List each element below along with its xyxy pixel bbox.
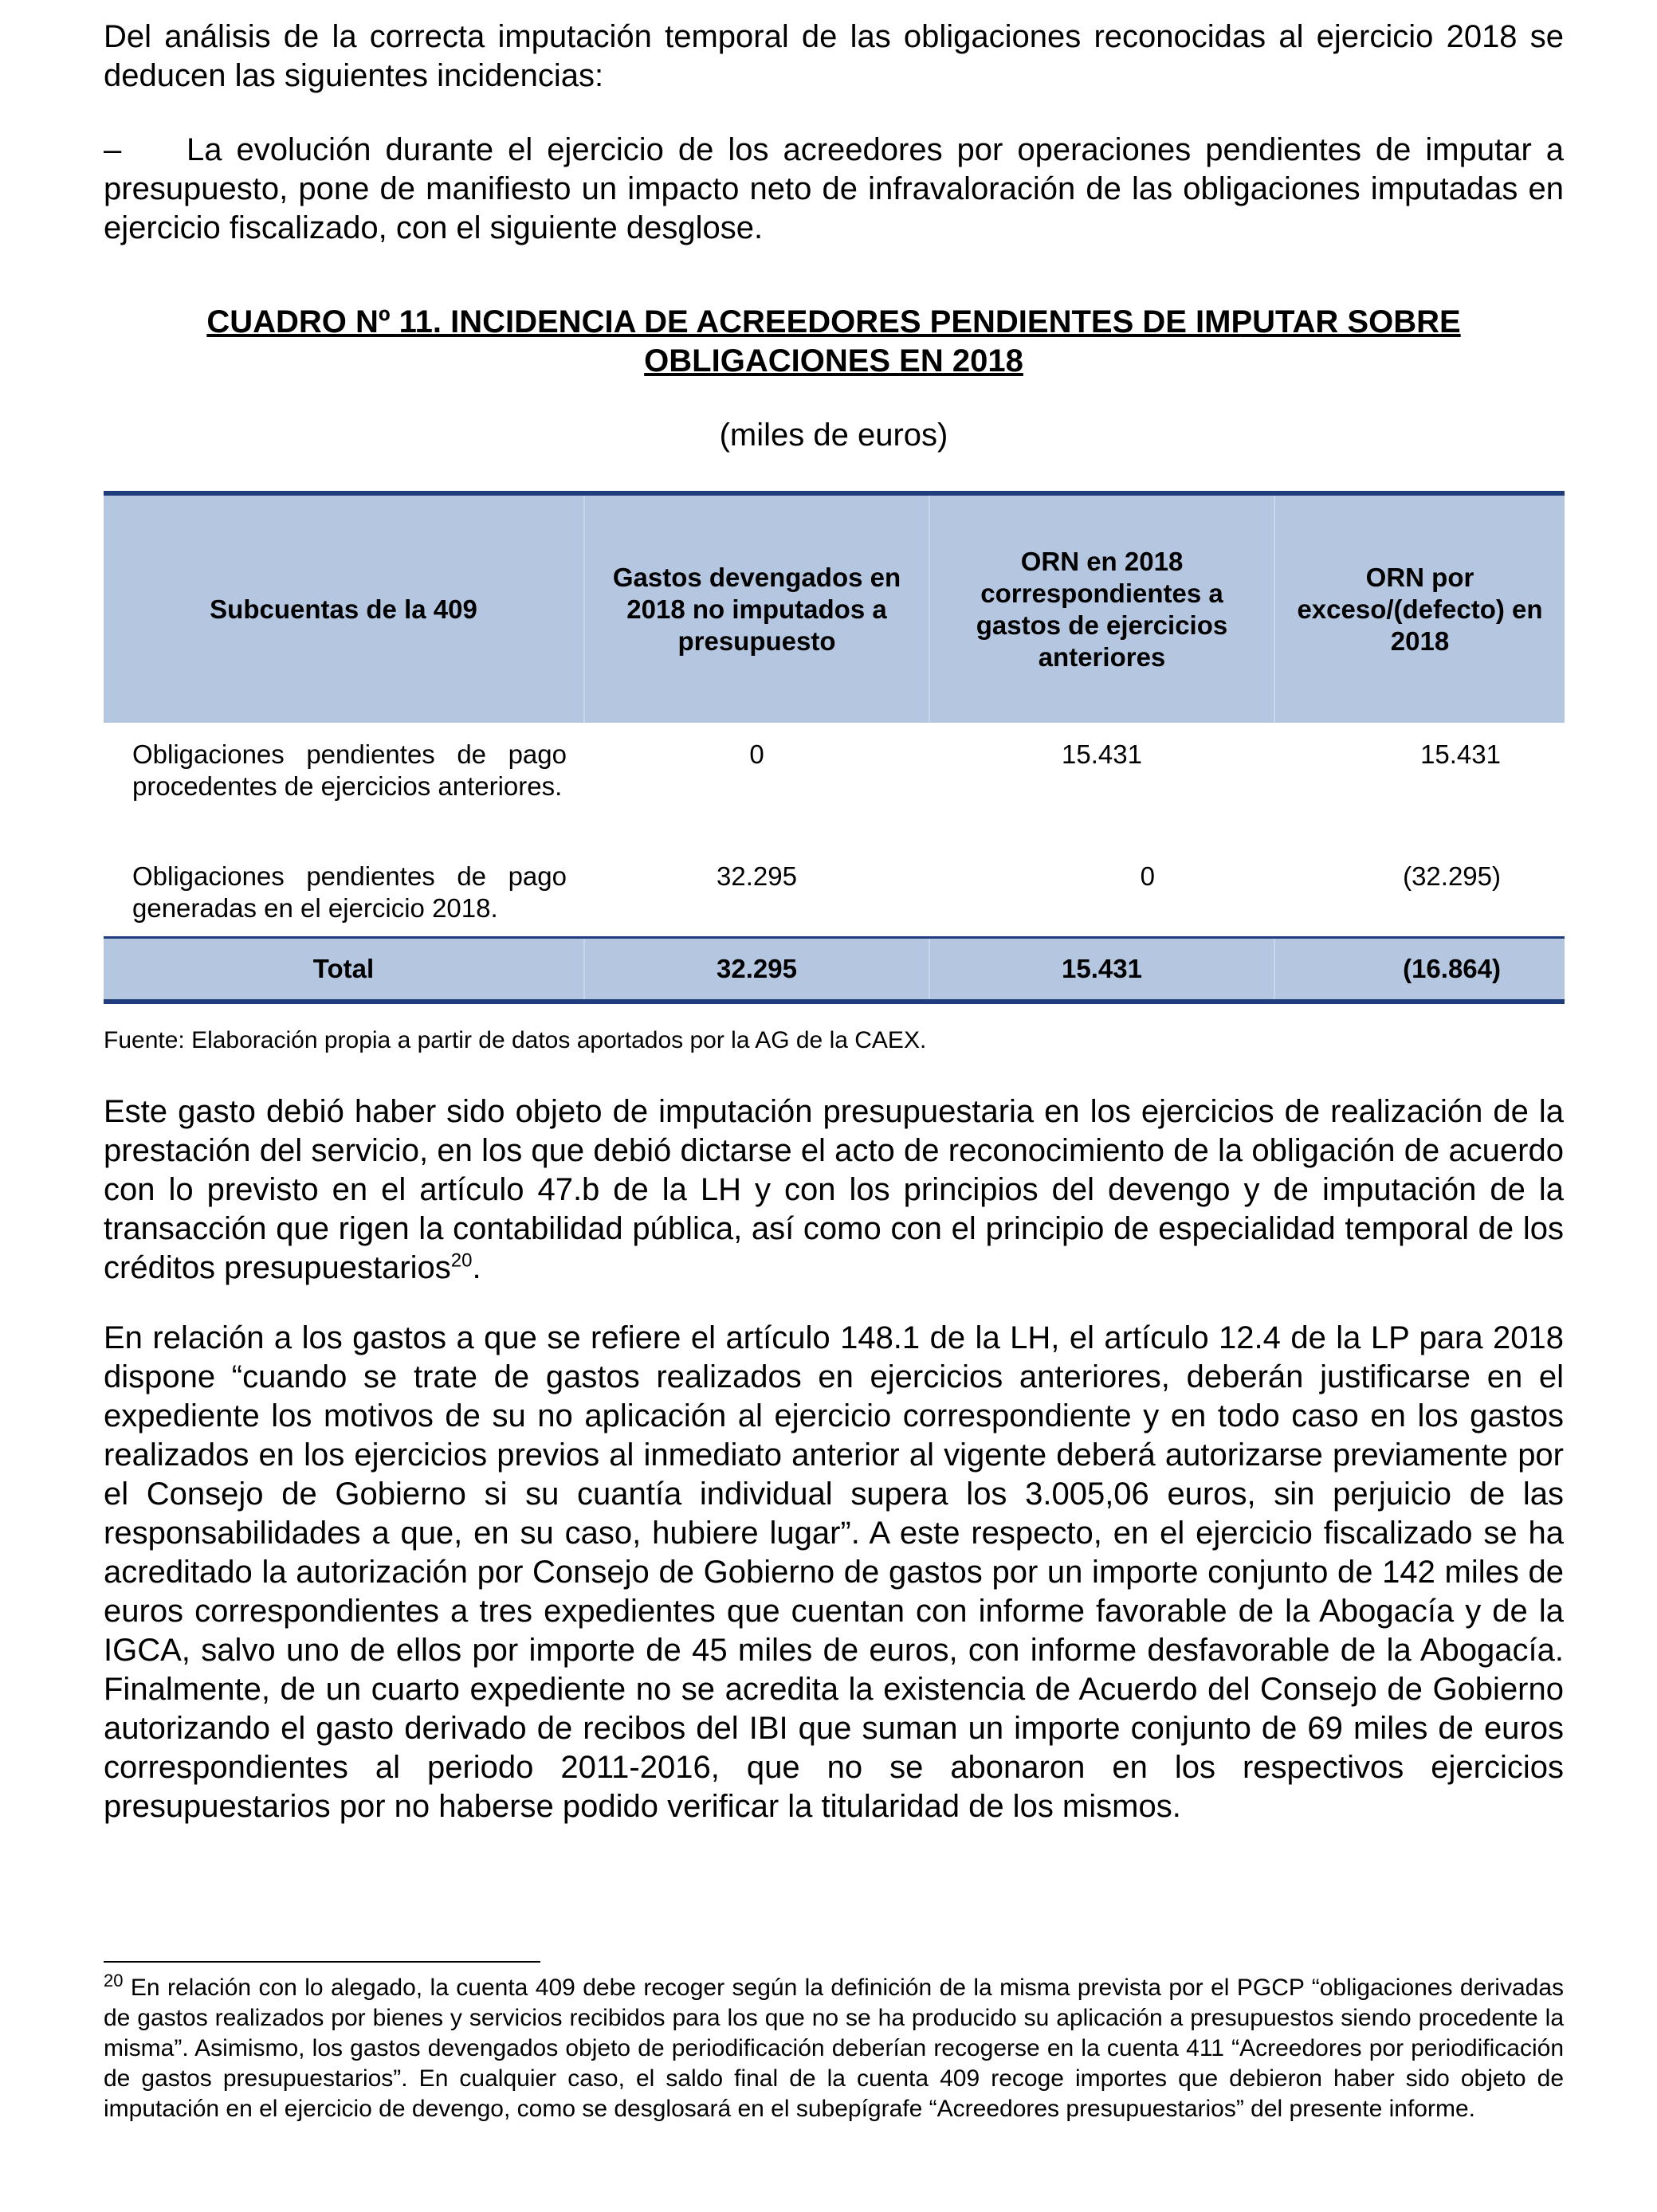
row-gastos: 0 [749,739,764,769]
table-source: Fuente: Elaboración propia a partir de datos aportados por la AG de la CAEX. [104,1027,927,1053]
footnote [104,1973,1564,2124]
paragraph-gasto [104,1092,1564,1288]
table-header-row [104,493,1565,723]
row-label: Obligaciones pendientes de pago procedentes de ejercicios anteriores. [132,739,567,801]
paragraph-gasto-end: . [472,1250,481,1285]
bullet-dash: – [104,132,122,167]
table-title [104,303,1564,381]
table-row [104,854,1565,938]
total-orn-exceso: (16.864) [1274,938,1565,1002]
paragraph-relacion: En relación a los gastos a que se refiere el artículo 148.1 de la LH, el artículo 12.4 de la LP para 2018 dispone “cuando se trate de gastos realizados en ejercicios anteriores, deberán justificarse en el expediente los motivos de su no aplicación al ejercicio correspondiente y en todo caso en los gastos realizados en los ejercicios previos al inmediato anterior al vigente deberá autorizarse previamente por el Consejo de Gobierno si su cuantía individual supera los 3.005,06 euros, sin perjuicio de las responsabilidades a que, en su caso, hubiere lugar”. A este respecto, en el ejercicio fiscalizado se ha acreditado la autorización por Consejo de Gobierno de gastos por un importe conjunto de 142 miles de euros correspondientes a tres expedientes que cuentan con informe favorable de la Abogacía y de la IGCA, salvo uno de ellos por importe de 45 miles de euros, con informe desfavorable de la Abogacía. Finalmente, de un cuarto expediente no se acredita la existencia de Acuerdo del Consejo de Gobierno autorizando el gasto derivado de recibos del IBI que suman un importe conjunto de 69 miles de euros correspondientes al periodo 2011-2016, que no se abonaron en los respectivos ejercicios presupuestarios por no haberse podido verificar la titularidad de los mismos. [104,1320,1564,1824]
intro-paragraph: Del análisis de la correcta imputación temporal de las obligaciones reconocidas al ejercicio 2018 se deducen las siguientes incidencias: [104,19,1564,93]
table-total-row [104,938,1565,1002]
table-units: (miles de euros) [719,418,948,453]
total-label: Total [104,938,584,1002]
header-gastos-devengados: Gastos devengados en 2018 no imputados a presupuesto [584,493,929,723]
row-orn-exceso: 15.431 [1420,739,1501,769]
footnote-number: 20 [104,1971,124,1990]
footnote-ref[interactable]: 20 [450,1249,473,1272]
total-orn-anteriores: 15.431 [929,938,1274,1002]
row-gastos: 32.295 [717,861,797,891]
header-orn-anteriores: ORN en 2018 correspondientes a gastos de ejercicios anteriores [929,493,1274,723]
table-row [104,723,1565,854]
row-orn-anteriores: 15.431 [1062,739,1142,769]
header-subcuentas: Subcuentas de la 409 [104,493,584,723]
table-title-line-2: OBLIGACIONES EN 2018 [644,343,1023,378]
total-gastos: 32.295 [584,938,929,1002]
incidencia-table [104,491,1565,1004]
bullet-item [104,131,1564,248]
row-label: Obligaciones pendientes de pago generadas en el ejercicio 2018. [132,861,567,923]
footnote-text: En relación con lo alegado, la cuenta 409 debe recoger según la definición de la misma prevista por el PGCP “obligaciones derivadas de gastos realizados por bienes y servicios recibidos para los que no se ha producido su aplicación a presupuestos siendo procedente la misma”. Asimismo, los gastos devengados objeto de periodificación deberían recogerse en la cuenta 411 “Acreedores por periodificación de gastos presupuestarios”. En cualquier caso, el saldo final de la cuenta 409 recoge importes que debieron haber sido objeto de imputación en el ejercicio de devengo, como se desglosará en el subepígrafe “Acreedores presupuestarios” del presente informe. [104,1975,1564,2122]
bullet-text: La evolución durante el ejercicio de los acreedores por operaciones pendientes de imputar a presupuesto, pone de manifiesto un impacto neto de infravaloración de las obligaciones imputadas en ejercicio fiscalizado, con el siguiente desglose. [104,132,1564,245]
paragraph-gasto-text: Este gasto debió haber sido objeto de imputación presupuestaria en los ejercicios de realización de la prestación del servicio, en los que debió dictarse el acto de reconocimiento de la obligación de acuerdo con lo previsto en el artículo 47.b de la LH y con los principios del devengo y de imputación de la transacción que rigen la contabilidad pública, así como con el principio de especialidad temporal de los créditos presupuestarios [104,1094,1564,1285]
header-orn-exceso: ORN por exceso/(defecto) en 2018 [1274,493,1565,723]
table-title-line-1: CUADRO Nº 11. INCIDENCIA DE ACREEDORES PENDIENTES DE IMPUTAR SOBRE [206,304,1461,339]
row-orn-anteriores: 0 [1140,861,1155,891]
footnote-separator [104,1961,540,1963]
row-orn-exceso: (32.295) [1403,861,1501,891]
